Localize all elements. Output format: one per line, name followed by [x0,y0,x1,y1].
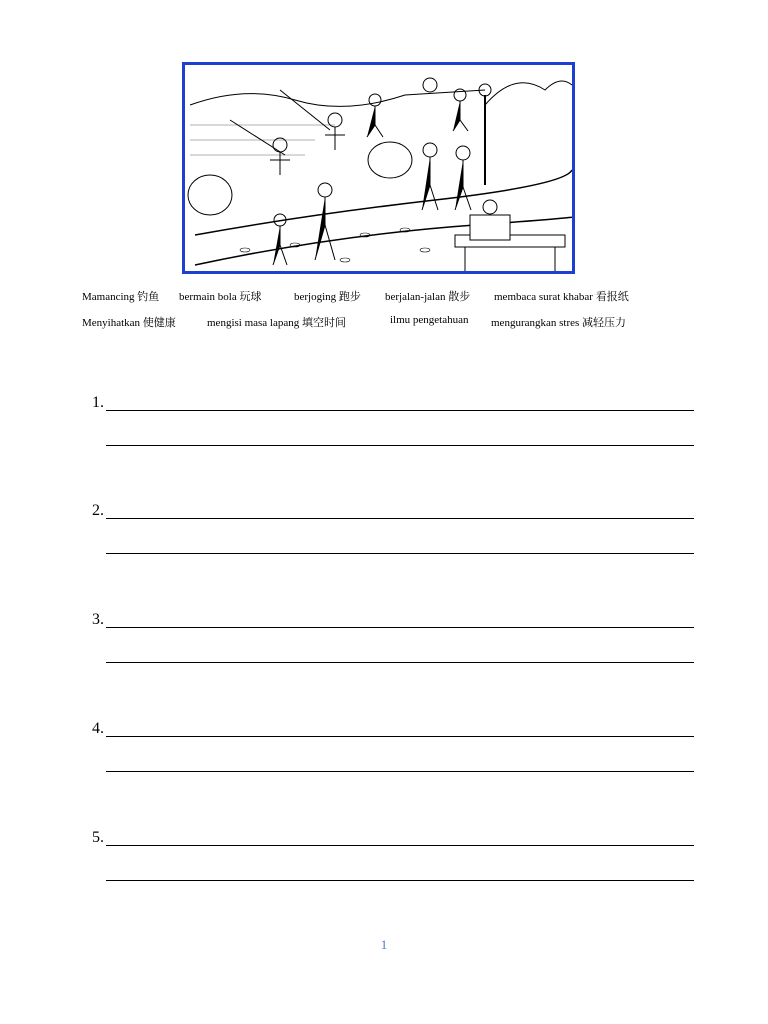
park-activities-illustration-icon [185,65,572,271]
word-item: bermain bola 玩球 [179,291,262,303]
word-item: ilmu pengetahuan [390,314,469,326]
word-item: membaca surat khabar 看报纸 [494,291,629,303]
answer-line[interactable] [106,771,694,772]
question-number: 4. [92,720,104,737]
word-item: Menyihatkan 使健康 [82,317,176,329]
answer-line[interactable] [106,553,694,554]
word-item: mengurangkan stres 减轻压力 [491,317,627,329]
answer-question-2 [92,502,694,542]
answer-question-1 [92,394,694,434]
word-item: Mamancing 钓鱼 [82,291,160,303]
answer-question-3 [92,611,694,651]
answer-line[interactable] [106,445,694,446]
answer-line[interactable] [106,410,694,411]
word-item: berjalan-jalan 散步 [385,291,471,303]
question-number: 5. [92,829,104,846]
question-number: 1. [92,394,104,411]
answer-line[interactable] [106,518,694,519]
park-illustration [182,62,575,274]
word-item: berjoging 跑步 [294,291,361,303]
question-number: 3. [92,611,104,628]
answer-line[interactable] [106,627,694,628]
answer-line[interactable] [106,845,694,846]
answer-line[interactable] [106,736,694,737]
question-number: 2. [92,502,104,519]
answer-question-5 [92,829,694,869]
page-number: 1 [380,937,388,952]
word-item: mengisi masa lapang 填空时间 [207,317,347,329]
answer-question-4 [92,720,694,760]
answer-line[interactable] [106,662,694,663]
answer-line[interactable] [106,880,694,881]
